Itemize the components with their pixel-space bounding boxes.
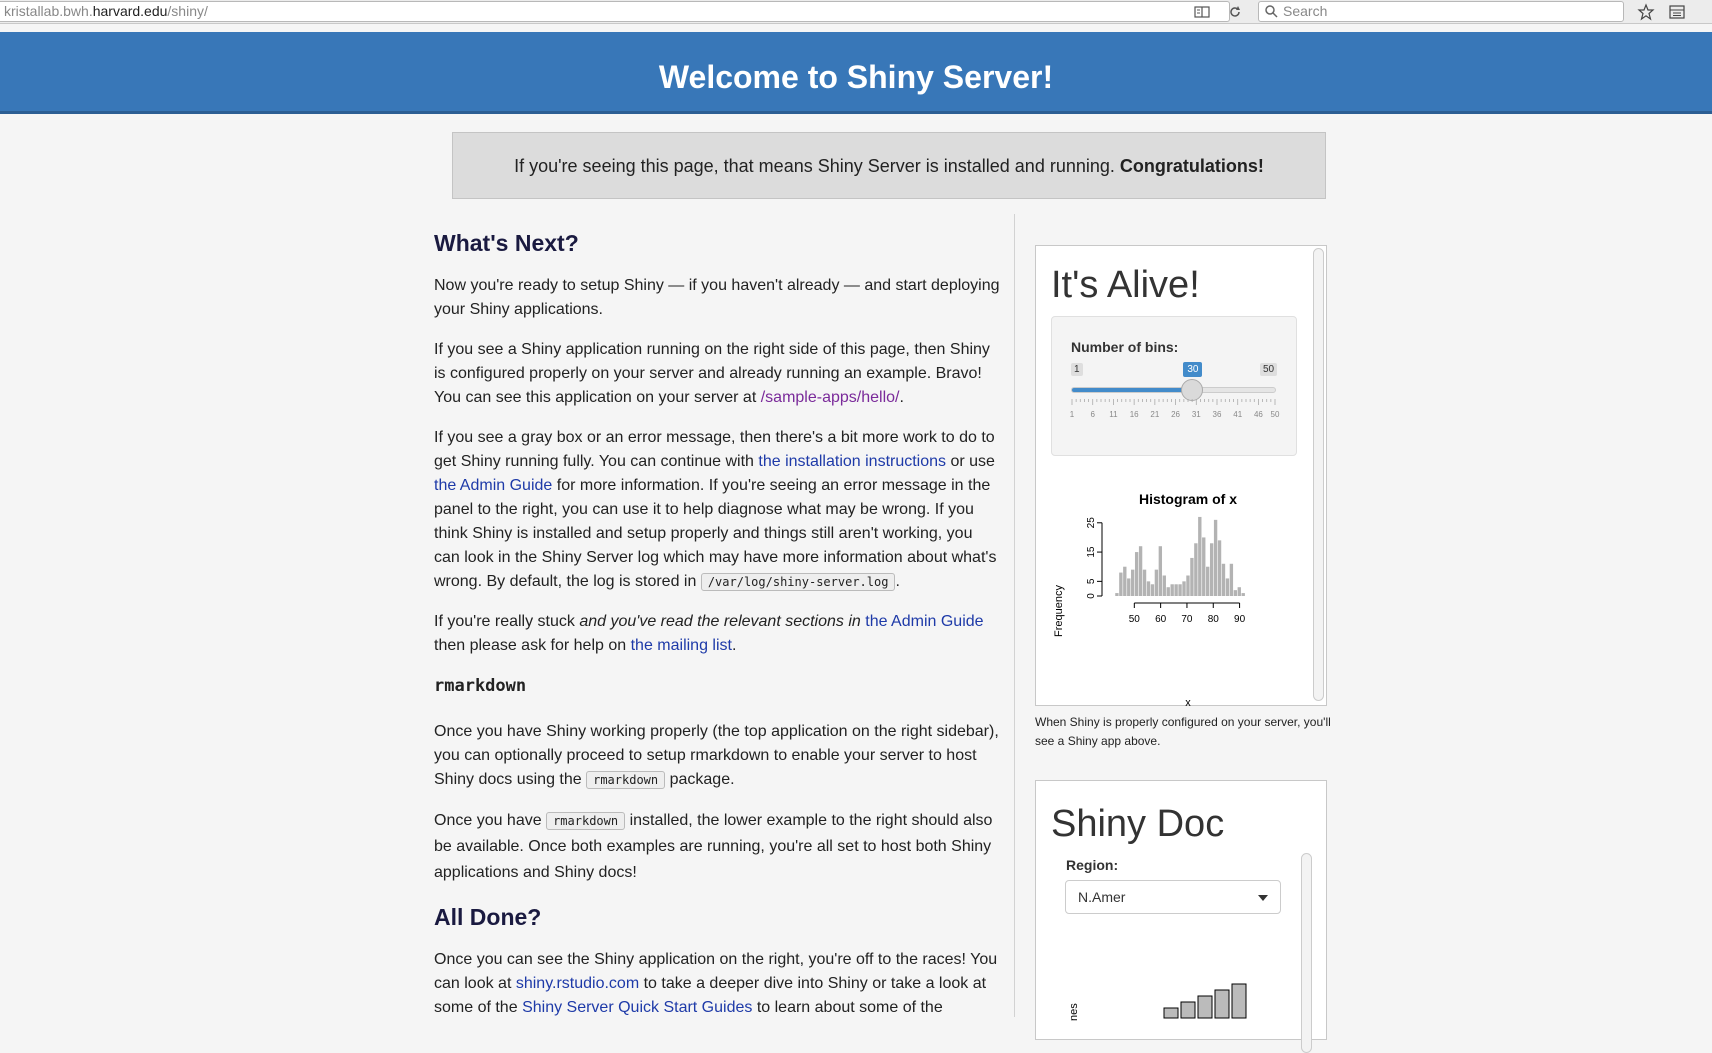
doc-app-frame (1035, 780, 1327, 1040)
doc-bar (1181, 1002, 1195, 1018)
histogram-bar (1206, 567, 1209, 596)
doc-bar (1164, 1008, 1178, 1018)
x-tick-label: 90 (1234, 614, 1246, 625)
histogram-bar (1135, 552, 1138, 596)
reload-icon[interactable] (1225, 2, 1245, 22)
mailing-list-link[interactable]: the mailing list (630, 637, 732, 654)
slider-ticks (1069, 399, 1280, 425)
histogram-bar (1182, 581, 1185, 596)
paragraph-text: Once you can see the Shiny application on the right, you're off to the races! You can look at (434, 951, 998, 992)
paragraph-stuck (434, 610, 1000, 658)
paragraph-text: then please ask for help on (434, 637, 627, 654)
sidebar-panel (1051, 316, 1297, 456)
histogram-bar (1123, 567, 1126, 596)
histogram-bar (1147, 581, 1150, 596)
bins-slider-handle[interactable] (1181, 379, 1203, 401)
region-select[interactable] (1065, 880, 1281, 914)
column-divider (1014, 214, 1015, 1017)
paragraph-troubleshoot (434, 426, 1000, 594)
histogram-bar (1194, 543, 1197, 596)
doc-bar (1198, 996, 1212, 1018)
paragraph-text: If you're really stuck (434, 613, 575, 630)
slider-tick-label: 31 (1191, 410, 1201, 419)
histogram-plot (1036, 476, 1328, 709)
slider-tick-label: 41 (1233, 410, 1243, 419)
paragraph-text: Once you have (434, 812, 542, 829)
doc-bar-plot-partial (1036, 926, 1328, 1021)
library-icon[interactable] (1667, 2, 1687, 22)
url-host: harvard.edu (92, 3, 168, 19)
paragraph-text: package. (669, 771, 735, 788)
x-tick-label: 70 (1181, 614, 1193, 625)
histogram-bar (1178, 584, 1181, 596)
slider-label: Number of bins: (1071, 339, 1179, 355)
admin-guide-link[interactable]: the Admin Guide (865, 613, 984, 630)
histogram-bar (1198, 517, 1201, 596)
slider-tick-label: 50 (1270, 410, 1280, 419)
paragraph-text: to learn about some of the (756, 999, 943, 1016)
paragraph-text: . (731, 637, 737, 654)
histogram-bar (1159, 546, 1162, 596)
app-title: It's Alive! (1051, 264, 1200, 306)
paragraph-text: . (895, 573, 900, 590)
paragraph-text: installed, the lower example to the right should also be available. Once both examples are running, you're all set to host both Shiny applications and Shiny docs! (434, 812, 993, 881)
slider-tick-label: 26 (1171, 410, 1181, 419)
chevron-down-icon (1258, 895, 1268, 901)
histogram-bar (1163, 576, 1166, 597)
app-title: Shiny Doc (1051, 803, 1225, 845)
paragraph-text: If you see a Shiny application running on the right side of this page, then Shiny is configured properly on your server and already running an example. Bravo! You can see this application on your server at (434, 341, 990, 406)
histogram-bar (1131, 570, 1134, 596)
slider-tick-label: 6 (1090, 410, 1095, 419)
rmarkdown-heading: rmarkdown (434, 676, 527, 696)
slider-tick-label: 11 (1109, 410, 1118, 419)
page-title: Welcome to Shiny Server! (658, 59, 1054, 95)
search-placeholder: Search (1283, 3, 1328, 19)
rmarkdown-code: rmarkdown (586, 771, 665, 789)
histogram-bar (1186, 576, 1189, 597)
paragraph-all-done (434, 948, 1000, 1020)
slider-tick-label: 46 (1253, 410, 1263, 419)
url-path: /shiny/ (167, 3, 208, 19)
hello-app-frame (1035, 245, 1327, 709)
paragraph-text: Once you have Shiny working properly (the top application on the right sidebar), you can optionally proceed to setup rmarkdown to enable your server to host Shiny docs using the (434, 723, 999, 788)
paragraph-running (434, 338, 1000, 410)
histogram-bar (1155, 570, 1158, 596)
histogram-bar (1242, 593, 1245, 596)
search-input[interactable] (1258, 1, 1624, 22)
slider-track[interactable] (1071, 387, 1276, 393)
slider-tick-label: 21 (1150, 410, 1160, 419)
y-tick-label: 0 (1086, 593, 1097, 599)
histogram-bar (1151, 584, 1154, 596)
x-tick-label: 60 (1155, 614, 1167, 625)
shiny-rstudio-link[interactable]: shiny.rstudio.com (515, 975, 640, 992)
histogram-bar (1226, 578, 1229, 596)
histogram-bar (1222, 564, 1225, 596)
histogram-bar (1143, 570, 1146, 596)
y-tick-label: 5 (1086, 578, 1097, 585)
paragraph-intro: Now you're ready to setup Shiny — if you haven't already — and start deploying your Shiny applications. (434, 277, 1000, 318)
slider-min-label: 1 (1071, 363, 1083, 376)
histogram-bar (1190, 558, 1193, 596)
doc-bar (1232, 984, 1246, 1018)
paragraph-text: or use (950, 453, 995, 470)
chart-title: Histogram of x (1138, 491, 1238, 507)
histogram-bar (1115, 593, 1118, 596)
histogram-bar (1230, 564, 1233, 596)
paragraph-text: If you see a gray box or an error message, then there's a bit more work to do to get Shiny running fully. You can continue with (434, 429, 995, 470)
y-tick-label: 15 (1086, 546, 1097, 558)
installation-instructions-link[interactable]: the installation instructions (758, 453, 947, 470)
region-select-value: N.Amer (1078, 889, 1126, 905)
paragraph-rmarkdown-installed (434, 808, 1000, 886)
slider-tick-label: 16 (1129, 410, 1139, 419)
url-prefix: kristallab.bwh. (4, 3, 93, 19)
search-icon (1265, 5, 1278, 18)
hello-app-caption: When Shiny is properly configured on your server, you'll see a Shiny app above. (1035, 715, 1331, 748)
histogram-bar (1171, 584, 1174, 596)
paragraph-emphasis: and you've read the relevant sections in (579, 613, 861, 630)
histogram-bar (1238, 587, 1241, 596)
log-path-code: /var/log/shiny-server.log (701, 573, 896, 591)
reader-view-icon[interactable] (1192, 2, 1212, 22)
paragraph-text: for more information. If you're seeing an error message in the panel to the right, you can use it to help diagnose what may be wrong. If you think Shiny is installed and setup properly and things still aren't working, you can look in the Shiny Server log which may have more information about what's wrong. By default, the log is stored in (434, 477, 997, 590)
paragraph-rmarkdown-setup (434, 720, 1000, 792)
doc-y-axis-label: nes (1068, 1003, 1080, 1021)
slider-value-label: 30 (1183, 362, 1202, 377)
slider-tick-label: 1 (1069, 410, 1075, 419)
quick-start-guides-link[interactable]: Shiny Server Quick Start Guides (522, 999, 753, 1016)
y-axis-label: Frequency (1053, 585, 1065, 637)
url-bar[interactable] (0, 1, 1230, 22)
congrats-banner (452, 132, 1326, 199)
histogram-bar (1234, 590, 1237, 596)
slider-fill (1072, 388, 1192, 392)
x-tick-label: 80 (1207, 614, 1219, 625)
banner-text: If you're seeing this page, that means Shiny Server is installed and running. (514, 156, 1115, 176)
whats-next-heading: What's Next? (434, 230, 579, 256)
slider-tick-label: 36 (1212, 410, 1222, 419)
rmarkdown-code: rmarkdown (546, 812, 625, 830)
histogram-bar (1119, 573, 1122, 596)
all-done-heading: All Done? (434, 904, 542, 930)
paragraph-text: . (899, 389, 904, 406)
histogram-bar (1127, 578, 1130, 596)
banner-emphasis: Congratulations! (1119, 156, 1264, 176)
histogram-bar (1174, 584, 1177, 596)
slider-max-label: 50 (1260, 363, 1277, 376)
browser-toolbar (0, 0, 1712, 24)
histogram-bar (1210, 543, 1213, 596)
y-tick-label: 25 (1086, 517, 1097, 529)
main-content (434, 228, 1000, 1036)
region-label: Region: (1066, 857, 1119, 873)
admin-guide-link[interactable]: the Admin Guide (434, 477, 553, 494)
histogram-bar (1139, 546, 1142, 596)
x-axis-label: x (1185, 697, 1191, 709)
histogram-bar (1214, 520, 1217, 596)
sample-apps-link[interactable]: /sample-apps/hello/ (760, 389, 900, 406)
paragraph-text: to take a deeper dive into Shiny or take a look at some of the (434, 975, 987, 1016)
page-header (0, 32, 1712, 114)
x-tick-label: 50 (1128, 614, 1140, 625)
doc-bar (1215, 990, 1229, 1018)
histogram-bar (1202, 537, 1205, 596)
histogram-bar (1167, 587, 1170, 596)
bookmark-star-icon[interactable] (1636, 2, 1656, 22)
histogram-bar (1218, 540, 1221, 596)
